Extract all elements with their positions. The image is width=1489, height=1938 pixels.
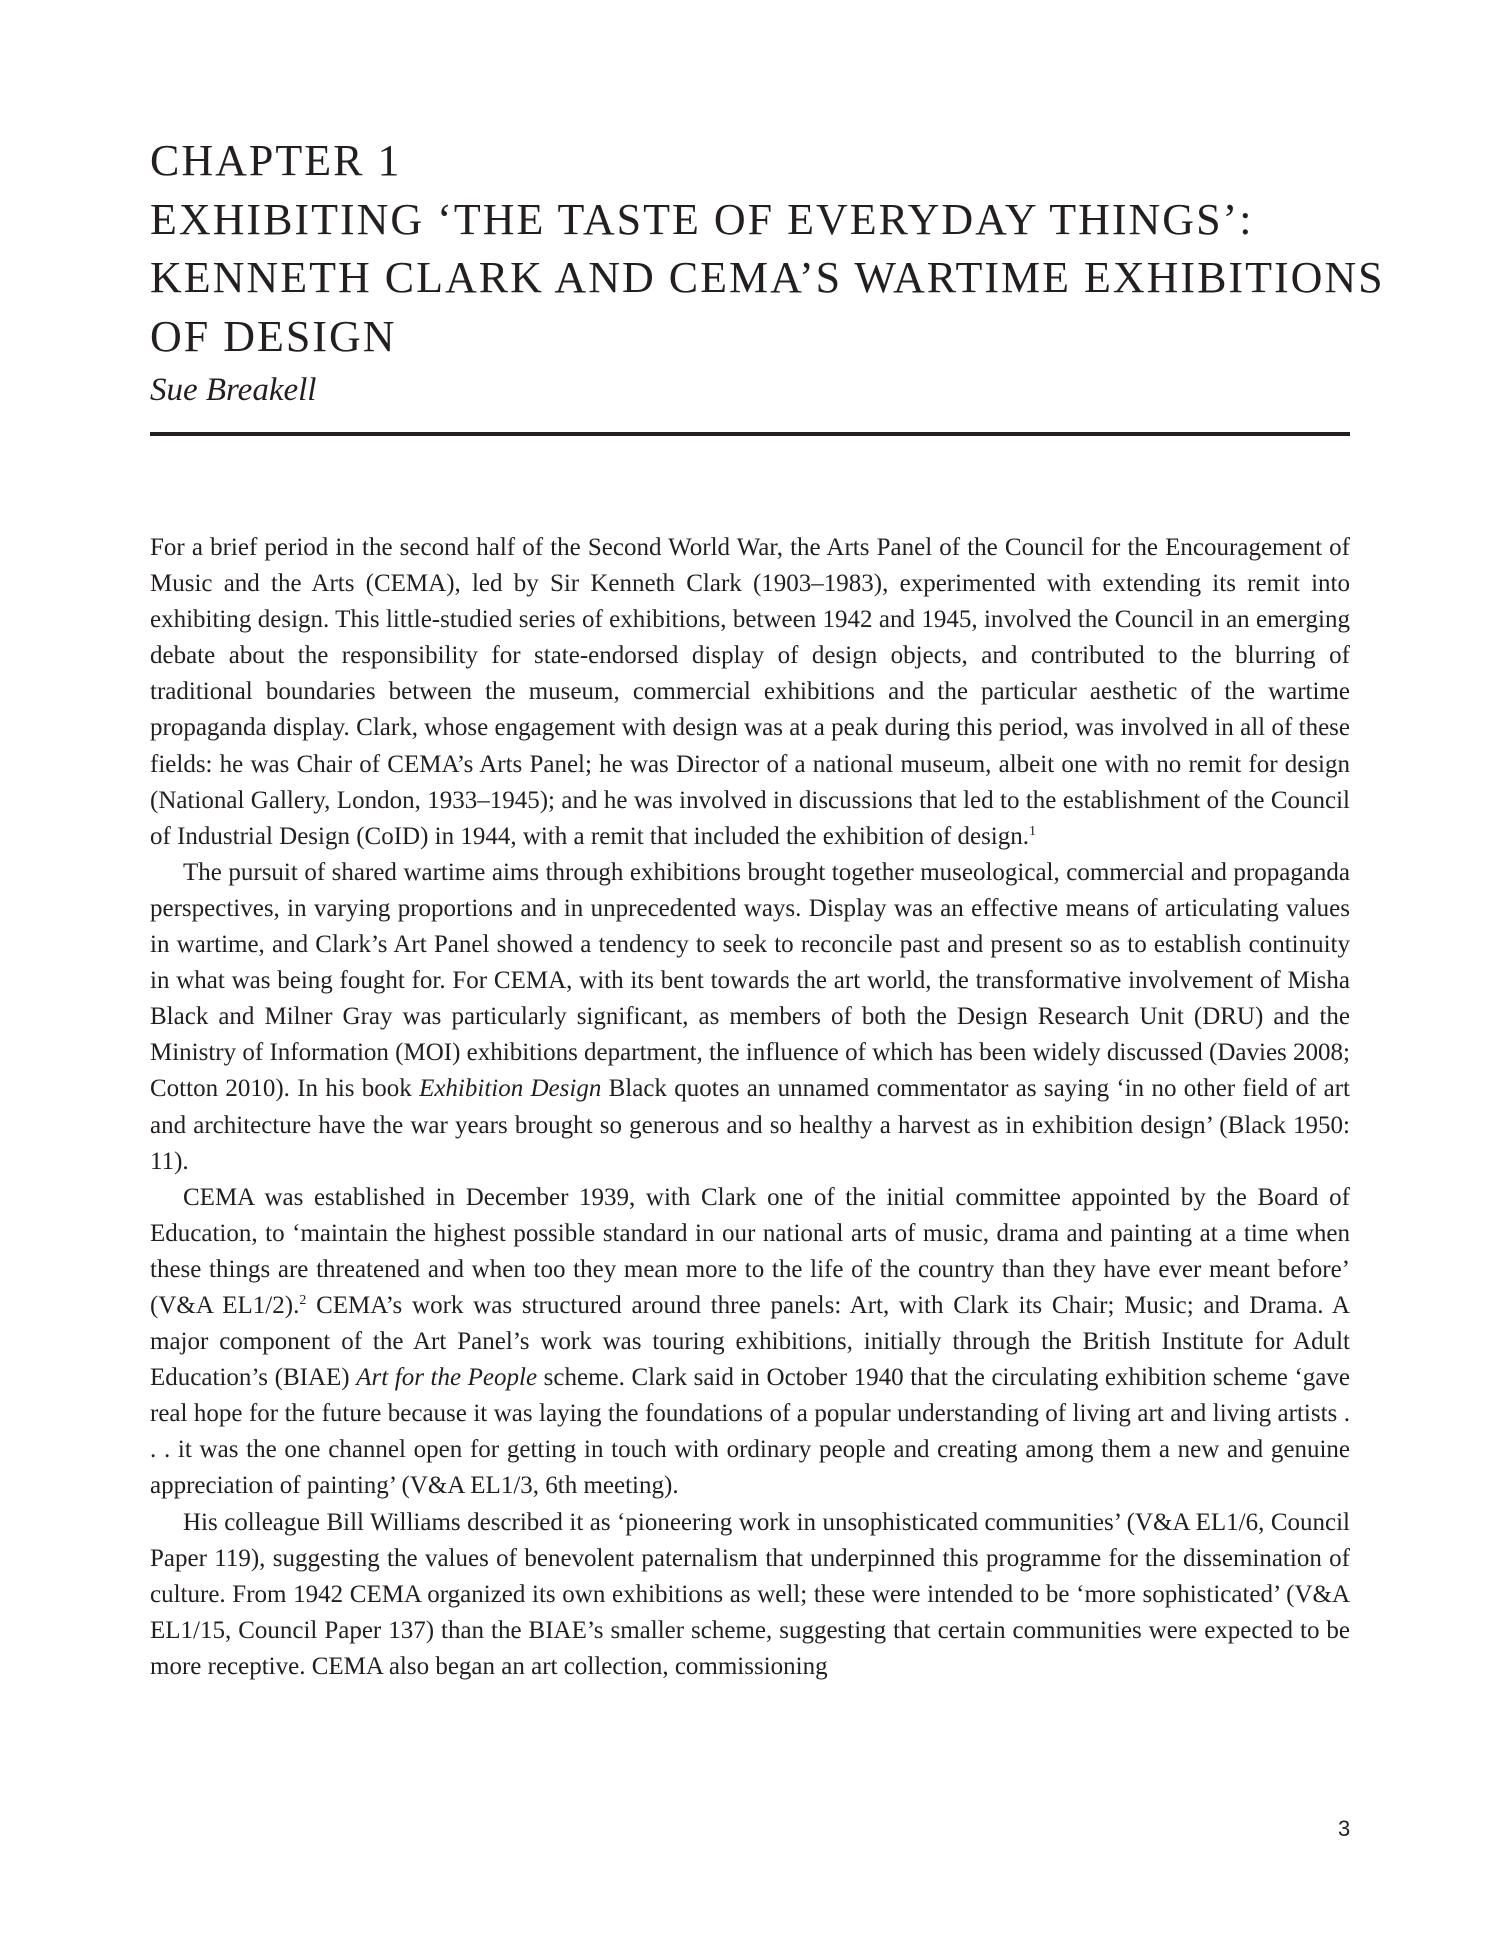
paragraph-text: CEMA’s work was structured around three panels: Art, with Clark its Chair; Music; and Drama. A major component of the Art Panel’s work was touring exhibitions, initially through the British Institute for Adult Education’s (BIAE) xyxy=(150,1291,1350,1392)
paragraph-text: His colleague Bill Williams described it as ‘pioneering work in unsophisticated communities’ (V&A EL1/6, Council Paper 119), suggesting the values of benevolent paternalism that underpinned this programme for the dissemination of culture. From 1942 CEMA organized its own exhibitions as well; these were intended to be ‘more sophisticated’ (V&A EL1/15, Council Paper 137) than the BIAE’s smaller scheme, suggesting that certain communities were expected to be more receptive. CEMA also began an art collection, commissioning xyxy=(150,1508,1350,1680)
title-rule xyxy=(150,432,1350,436)
title-line: EXHIBITING ‘THE TASTE OF EVERYDAY THINGS’: xyxy=(150,194,1254,244)
paragraph-text: The pursuit of shared wartime aims through exhibitions brought together museological, commercial and propaganda perspectives, in varying proportions and in unprecedented ways. Display was an effective means of articulating values in wartime, and Clark’s Art Panel showed a tendency to seek to reconcile past and present so as to establish continuity in what was being fought for. For CEMA, with its bent towards the art world, the transformative involvement of Misha Black and Milner Gray was particularly significant, as members of both the Design Research Unit (DRU) and the Ministry of Information (MOI) exhibitions department, the influence of which has been widely discussed (Davies 2008; Cotton 2010). In his book xyxy=(150,858,1350,1103)
title-line: OF DESIGN xyxy=(150,311,397,361)
chapter-header xyxy=(150,132,1385,412)
book-title: Exhibition Design xyxy=(419,1075,602,1103)
paragraph-3 xyxy=(150,1180,1350,1505)
footnote-marker: 1 xyxy=(1029,823,1037,839)
paragraph-text: scheme. Clark said in October 1940 that the circulating exhibition scheme ‘gave real hope for the future because it was laying the foundations of a popular understanding of living art and living artists . . . it was the one channel open for getting in touch with ordinary people and creating among them a new and genuine appreciation of painting’ (V&A EL1/3, 6th meeting). xyxy=(150,1364,1350,1500)
body-text xyxy=(150,530,1350,1685)
chapter-title xyxy=(150,132,1385,366)
paragraph-2 xyxy=(150,855,1350,1180)
scheme-title: Art for the People xyxy=(356,1364,538,1392)
paragraph-text: For a brief period in the second half of the Second World War, the Arts Panel of the Council for the Encouragement of Music and the Arts (CEMA), led by Sir Kenneth Clark (1903–1983), experimented with extending its remit into exhibiting design. This little-studied series of exhibitions, between 1942 and 1945, involved the Council in an emerging debate about the responsibility for state-endorsed display of design objects, and contributed to the blurring of traditional boundaries between the museum, commercial exhibitions and the particular aesthetic of the wartime propaganda display. Clark, whose engagement with design was at a peak during this period, was involved in all of these fields: he was Chair of CEMA’s Arts Panel; he was Director of a national museum, albeit one with no remit for design (National Gallery, London, 1933–1945); and he was involved in discussions that led to the establishment of the Council of Industrial Design (CoID) in 1944, with a remit that included the exhibition of design. xyxy=(150,534,1350,850)
footnote-marker: 2 xyxy=(299,1292,307,1308)
paragraph-1 xyxy=(150,530,1350,855)
paragraph-text: CEMA was established in December 1939, with Clark one of the initial committee appointed by the Board of Education, to ‘maintain the highest possible standard in our national arts of music, drama and painting at a time when these things are threatened and when too they mean more to the life of the country than they have ever meant before’ (V&A EL1/2). xyxy=(150,1183,1350,1319)
author-name: Sue Breakell xyxy=(150,372,317,408)
chapter-label: CHAPTER 1 xyxy=(150,136,402,185)
paragraph-text: Black quotes an unnamed commentator as saying ‘in no other field of art and architecture have the war years brought so generous and so healthy a harvest as in exhibition design’ (Black 1950: 11). xyxy=(150,1075,1350,1175)
title-line: KENNETH CLARK AND CEMA’S WARTIME EXHIBITIONS xyxy=(150,253,1385,302)
page-number: 3 xyxy=(1338,1816,1351,1841)
paragraph-4 xyxy=(150,1505,1350,1685)
